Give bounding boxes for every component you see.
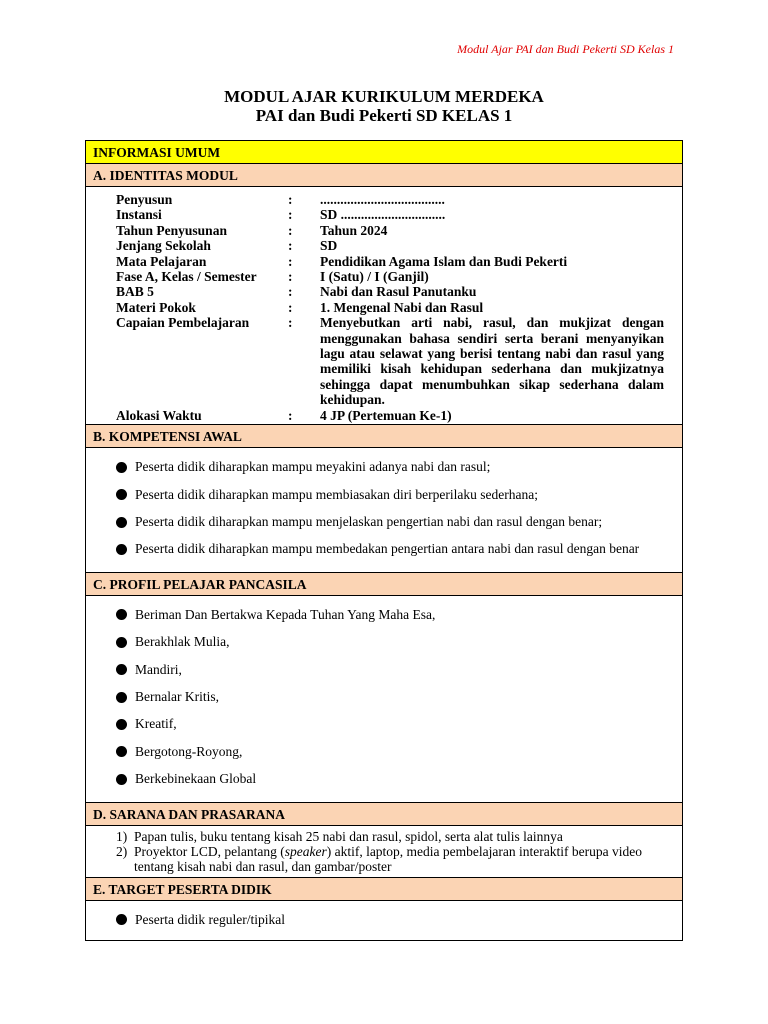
list-item [116,608,672,622]
profil-pelajar-heading: C. PROFIL PELAJAR PANCASILA [86,573,682,596]
identity-label: BAB 5 [116,284,154,300]
identity-row [116,315,664,407]
bullet-icon [116,462,127,473]
list-item-text: Peserta didik reguler/tipikal [135,911,285,927]
identity-colon: : [288,238,293,254]
bullet-icon [116,719,127,730]
identity-row [116,238,664,253]
bullet-icon [116,774,127,785]
identity-row [116,269,664,284]
identity-colon: : [288,222,293,238]
list-item-text: Berakhlak Mulia, [135,634,230,650]
bullet-icon [116,489,127,500]
bullet-icon [116,637,127,648]
bullet-icon [116,609,127,620]
sarana-prasarana-heading: D. SARANA DAN PRASARANA [86,803,682,826]
identity-value: 1. Mengenal Nabi dan Rasul [320,299,484,315]
identity-label: Alokasi Waktu [116,407,202,423]
sarana-prasarana-body [86,826,682,878]
list-item-text: Peserta didik diharapkan mampu membiasakan diri berperilaku sederhana; [135,486,538,502]
kompetensi-awal-body [86,448,682,573]
identity-value: ..................................... [320,192,445,207]
item-text: Papan tulis, buku tentang kisah 25 nabi dan rasul, spidol, serta alat tulis lainnya [134,828,563,844]
target-peserta-heading: E. TARGET PESERTA DIDIK [86,878,682,901]
numbered-item [116,829,672,844]
kompetensi-awal-heading: B. KOMPETENSI AWAL [86,425,682,448]
list-item-text: Peserta didik diharapkan mampu membedakan pengertian antara nabi dan rasul dengan benar [135,541,640,557]
list-item [116,635,672,649]
title-line-1: MODUL AJAR KURIKULUM MERDEKA [224,87,544,106]
list-item-text: Bergotong-Royong, [135,743,243,759]
list-item-text: Beriman Dan Bertakwa Kepada Tuhan Yang Maha Esa, [135,606,436,622]
informasi-umum-heading: INFORMASI UMUM [86,141,682,164]
list-item [116,663,672,677]
bullet-icon [116,664,127,675]
bullet-icon [116,692,127,703]
bullet-icon [116,544,127,555]
identity-value: SD [320,238,338,254]
identity-row [116,408,664,423]
list-item-text: Mandiri, [135,661,182,677]
identity-value: Tahun 2024 [320,222,388,238]
identity-label: Materi Pokok [116,299,196,315]
identity-row [116,300,664,315]
list-item-text: Kreatif, [135,716,177,732]
list-item [116,913,672,927]
list-item [116,515,672,529]
identity-row [116,223,664,238]
bullet-icon [116,746,127,757]
identity-label: Jenjang Sekolah [116,238,211,254]
module-table [85,140,683,941]
identity-colon: : [288,253,293,269]
item-number: 2) [116,843,128,859]
list-item-text: Berkebinekaan Global [135,771,257,787]
identity-value: I (Satu) / I (Ganjil) [320,269,429,285]
identity-row [116,284,664,299]
identity-value: 4 JP (Pertemuan Ke-1) [320,407,452,423]
identitas-modul-heading: A. IDENTITAS MODUL [86,164,682,187]
title-line-2: PAI dan Budi Pekerti SD KELAS 1 [255,106,513,125]
identity-label: Instansi [116,207,162,223]
bullet-icon [116,914,127,925]
identity-colon: : [288,207,293,223]
identity-row [116,254,664,269]
identity-label: Capaian Pembelajaran [116,315,250,331]
item-number: 1) [116,828,128,844]
identity-value: SD ............................... [320,207,446,223]
identitas-modul-body [86,187,682,425]
page-header-note: Modul Ajar PAI dan Budi Pekerti SD Kelas 1 [457,42,674,56]
list-item-text: Bernalar Kritis, [135,688,219,704]
identity-colon: : [288,407,293,423]
list-item [116,460,672,474]
bullet-icon [116,517,127,528]
list-item [116,488,672,502]
list-item [116,772,672,786]
document-title [0,87,768,125]
numbered-item [116,844,672,875]
identity-label: Fase A, Kelas / Semester [116,269,257,285]
identity-colon: : [288,315,293,331]
target-peserta-body [86,901,682,927]
identity-row [116,192,664,207]
identity-label: Mata Pelajaran [116,253,207,269]
identity-row [116,207,664,222]
profil-pelajar-body [86,596,682,803]
identity-value: Nabi dan Rasul Panutanku [320,284,477,300]
item-text: Proyektor LCD, pelantang (speaker) aktif, laptop, media pembelajaran interaktif berupa video tentang kisah nabi dan rasul, dan gambar/poster [134,843,642,875]
list-item [116,542,672,556]
identity-label: Penyusun [116,192,173,207]
list-item [116,745,672,759]
identity-value: Menyebutkan arti nabi, rasul, dan mukjizat dengan menggunakan bahasa sendiri serta berani menyanyikan lagu atau selawat yang berisi tentang nabi dan rasul yang memiliki kisah kehidupan sederhana dan mukjizatnya sehingga dapat menumbuhkan sikap sederhana dalam kehidupan. [320,315,664,408]
list-item [116,690,672,704]
identity-value: Pendidikan Agama Islam dan Budi Pekerti [320,253,568,269]
identity-colon: : [288,284,293,300]
list-item-text: Peserta didik diharapkan mampu menjelaskan pengertian nabi dan rasul dengan benar; [135,513,603,529]
list-item-text: Peserta didik diharapkan mampu meyakini adanya nabi dan rasul; [135,459,491,475]
list-item [116,717,672,731]
identity-colon: : [288,299,293,315]
identity-colon: : [288,192,293,207]
identity-label: Tahun Penyusunan [116,222,227,238]
identity-colon: : [288,269,293,285]
